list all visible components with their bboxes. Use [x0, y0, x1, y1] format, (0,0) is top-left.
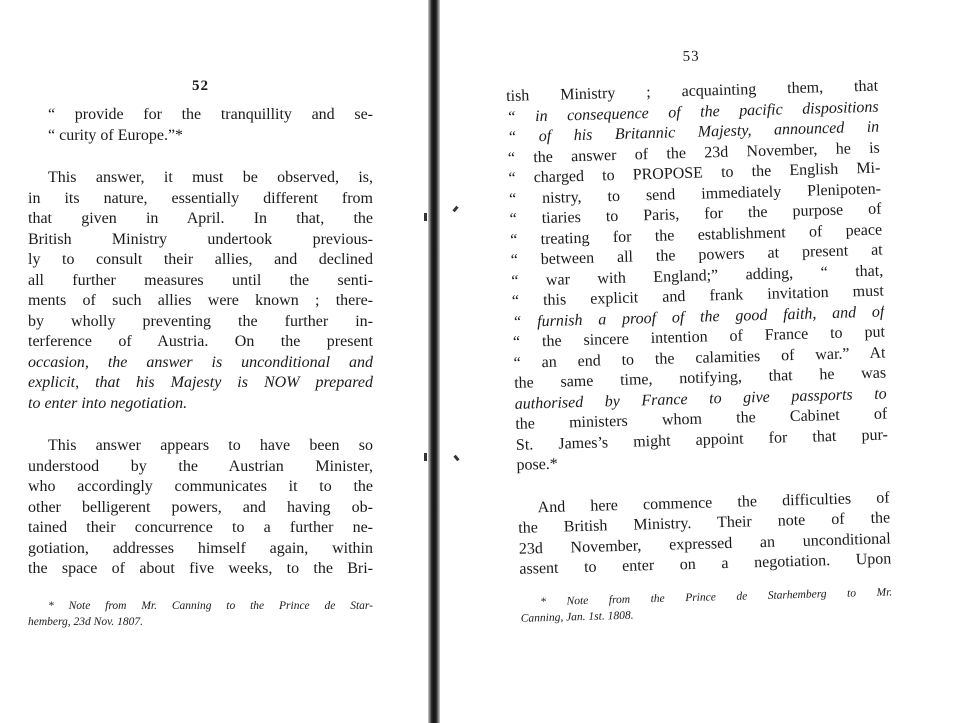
spine-mark — [453, 455, 459, 462]
paragraph — [28, 105, 373, 146]
left-page — [28, 78, 373, 630]
text-line: occasion, the answer is unconditional and — [28, 353, 373, 371]
page-number: 53 — [682, 48, 700, 66]
right-page — [505, 44, 893, 627]
footnote-line: * Note from Mr. Canning to the Prince de Star- — [48, 599, 373, 612]
text-line: “ the answer of the 23d November, he is — [507, 139, 880, 167]
text-line: in its nature, essentially different from — [28, 189, 373, 207]
text-line: “ an end to the calamities of war.” At — [513, 343, 886, 372]
footnote — [28, 598, 373, 630]
page-number: 52 — [192, 78, 209, 94]
paragraph — [28, 436, 373, 580]
text-line: This answer, it must be observed, is, — [48, 169, 373, 186]
paragraph — [506, 77, 889, 477]
spine-mark — [424, 453, 427, 461]
paragraph — [517, 488, 891, 580]
text-line: authorised by France to give passports to — [514, 384, 887, 413]
text-line: gotiation, addresses himself again, within — [28, 539, 373, 557]
text-line: the same time, notifying, that he was — [513, 364, 887, 392]
text-line: ments of such allies were known ; there- — [28, 292, 373, 309]
text-line: pose.* — [516, 455, 559, 474]
text-line: “ between all the powers at present at — [510, 241, 883, 269]
text-line: “ provide for the tranquillity and se- — [48, 106, 373, 123]
text-line: the British Ministry. Their note of the — [518, 509, 891, 537]
text-line: “ charged to PROPOSE to the English Mi- — [508, 159, 881, 187]
text-line: And here commence the difficulties of — [537, 488, 890, 516]
footnote-line: Canning, Jan. 1st. 1808. — [520, 609, 634, 625]
text-line: the space of about five weeks, to the Bri- — [28, 560, 373, 577]
text-line: explicit, that his Majesty is NOW prepared — [28, 374, 373, 391]
text-line: assent to enter on a negotiation. Upon — [519, 550, 892, 578]
text-line: “ war with England;” adding, “ that, — [511, 262, 884, 290]
text-line: This answer appears to have been so — [48, 437, 373, 454]
text-line: terference of Austria. On the present — [28, 333, 373, 350]
text-line: “ the sincere intention of France to put — [512, 323, 886, 351]
text-line: “ treating for the establishment of peace — [509, 221, 883, 249]
text-line: “ furnish a proof of the good faith, and of — [512, 303, 885, 331]
text-line: ly to consult their allies, and declined — [28, 251, 373, 268]
text-line: to enter into negotiation. — [28, 394, 188, 412]
text-line: “ tiaries to Paris, for the purpose of — [509, 200, 882, 228]
text-line: that given in April. In that, the — [28, 210, 373, 227]
text-line: the ministers whom the Cabinet of — [515, 405, 888, 433]
spine-mark — [452, 206, 458, 213]
text-line: “ nistry, to send immediately Plenipoten- — [508, 180, 882, 208]
spine-mark — [424, 213, 427, 221]
footnote-line: * Note from the Prince de Starhemberg to Mr. — [540, 585, 893, 608]
text-line: 23d November, expressed an unconditional — [518, 529, 891, 558]
text-line: who accordingly communicates it to the — [28, 478, 373, 495]
paragraph — [28, 168, 373, 414]
text-line: British Ministry undertook previous- — [28, 230, 373, 248]
book-spine — [428, 0, 440, 723]
text-line: other belligerent powers, and having ob- — [28, 498, 373, 516]
text-line: “ curity of Europe.”* — [48, 126, 184, 144]
text-line: “ of his Britannic Majesty, announced in — [507, 118, 880, 146]
text-line: understood by the Austrian Minister, — [28, 457, 373, 475]
text-line: by wholly preventing the further in- — [28, 312, 373, 330]
text-line: “ in consequence of the pacific dispositions — [506, 98, 879, 126]
text-line: St. James’s might appoint for that pur- — [515, 425, 889, 454]
text-line: tained their concurrence to a further ne- — [28, 519, 373, 536]
text-line: all further measures until the senti- — [28, 271, 373, 289]
footnote-line: hemberg, 23d Nov. 1807. — [28, 615, 143, 628]
text-line: tish Ministry ; acquainting them, that — [505, 77, 879, 105]
text-line: “ this explicit and frank invitation must — [511, 282, 885, 310]
